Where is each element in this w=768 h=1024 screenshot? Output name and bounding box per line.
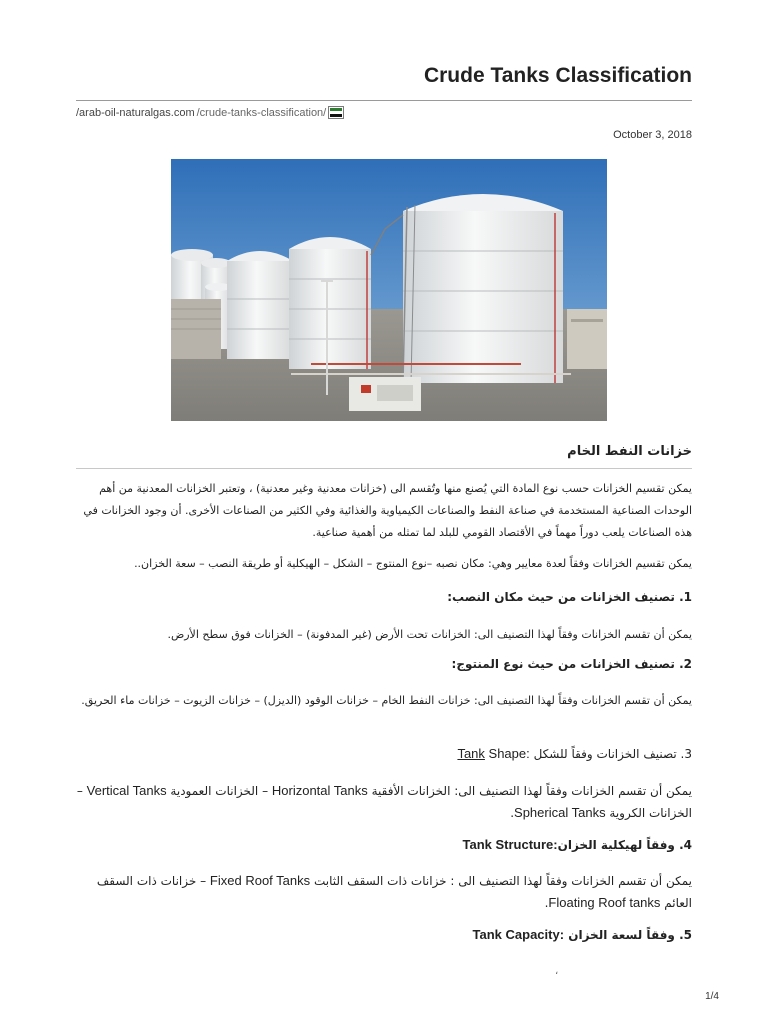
- tank-link[interactable]: Tank: [457, 746, 485, 761]
- tank-shape: [289, 237, 371, 369]
- section-heading: خزانات النفط الخام: [567, 444, 692, 459]
- section-3-english: [457, 746, 529, 761]
- title-divider: [76, 100, 692, 101]
- url-domain[interactable]: /arab-oil-naturalgas.com: [76, 106, 195, 119]
- s3-ar-3: – الخزانات الكروية: [76, 784, 692, 820]
- s3-en-2: Vertical Tanks: [86, 783, 167, 798]
- section-4-arabic: 4. وفقاً لهيكلية الخزان: [557, 838, 692, 852]
- section-4-title: [76, 837, 692, 852]
- section-3-title: [76, 746, 692, 761]
- criteria-paragraph: يمكن تقسيم الخزانات وفقاً لعدة معايير وهي: مكان نصبه –نوع المنتوج – الشكل – الهيكلية أو طريقة النصب – سعة الخزان..: [134, 557, 692, 570]
- section-5-english: Tank Capacity:: [472, 927, 565, 942]
- section-1-title: 1. تصنيف الخزانات من حيث مكان النصب:: [447, 590, 692, 604]
- s3-en-3: Spherical Tanks: [514, 805, 606, 820]
- intro-paragraph: يمكن تقسيم الخزانات حسب نوع المادة التي يُصنع منها وتُقسم الى (خزانات معدنية وغير معدنية) ، وتعتبر الخزانات المعدنية من أهم الوحدات الصناعية المستخدمة في صناعة النفط والصناعات الكيمياوية والغذائية وفي الكثير من الصناعات الأخرى. أن وجود الخزانات في هذه الصناعات يلعب دوراً مهماً في الأقتصاد القومي للبلد لما تمثله من أهمية صناعية.: [83, 482, 692, 539]
- publish-date: October 3, 2018: [613, 129, 692, 141]
- section-3-text: [76, 780, 692, 824]
- tank-shape: [403, 194, 563, 383]
- s4-en-2: Floating Roof tanks: [548, 895, 661, 910]
- trailing-mark: ،: [555, 966, 559, 977]
- s4-ar-1: يمكن أن تقسم الخزانات وفقاً لهذا التصنيف الى : خزانات ذات السقف الثابت: [310, 874, 692, 888]
- tank-shape: [227, 251, 293, 359]
- section-2-title: 2. تصنيف الخزانات من حيث نوع المنتوج:: [451, 657, 692, 671]
- document-title: Crude Tanks Classification: [423, 64, 692, 87]
- section-2-text: يمكن أن تقسم الخزانات وفقاً لهذا التصنيف الى: خزانات النفط الخام – خزانات الوقود (الديزل) – خزانات الزيوت – خزانات ماء الحريق.: [81, 694, 692, 707]
- section-4-english: Tank Structure:: [462, 837, 558, 852]
- section-5-arabic: 5. وفقاً لسعة الخزان: [564, 928, 692, 942]
- heading-divider: [76, 468, 692, 469]
- s4-en-1: Fixed Roof Tanks: [209, 873, 311, 888]
- page-number: 1/4: [705, 991, 719, 1002]
- section-5-title: [76, 927, 692, 942]
- s3-end: .: [510, 806, 515, 820]
- section-4-text: [76, 870, 692, 914]
- control-box-shape: [349, 377, 421, 411]
- s3-en-1: Horizontal Tanks: [271, 783, 368, 798]
- storage-tanks-photo: [171, 159, 607, 421]
- source-url[interactable]: [76, 106, 344, 119]
- url-path[interactable]: /crude-tanks-classification/: [196, 106, 327, 119]
- s4-end: .: [544, 896, 549, 910]
- s4-ar-2: – خزانات ذات السقف العائم: [96, 874, 692, 910]
- section-3-arabic: 3. تصنيف الخزانات وفقاً للشكل: [533, 747, 692, 761]
- s3-ar-2: – الخزانات العمودية: [166, 784, 272, 798]
- section-1-text: يمكن أن تقسم الخزانات وفقاً لهذا التصنيف الى: الخزانات تحت الأرض (غير المدفونة) – الخزانات فوق سطح الأرض.: [167, 628, 692, 641]
- site-flag-icon: [328, 106, 344, 119]
- section-3-english-rest: Shape:: [484, 746, 530, 761]
- s3-ar-1: يمكن أن تقسم الخزانات وفقاً لهذا التصنيف الى: الخزانات الأفقية: [367, 784, 692, 798]
